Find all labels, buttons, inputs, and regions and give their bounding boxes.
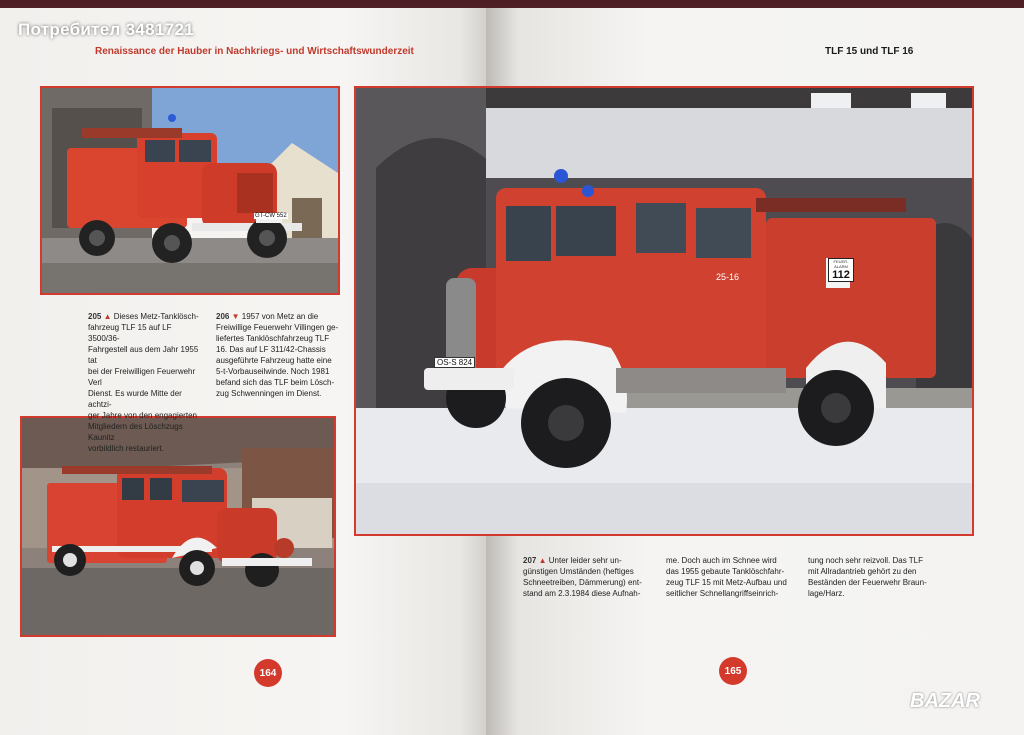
page-number-right: 165: [719, 657, 747, 685]
alarm-sign-number: 112: [832, 269, 850, 281]
caption-205-line: Mitgliedern des Löschzugs Kaunitz: [88, 422, 183, 442]
caption-207-line: me. Doch auch im Schnee wird: [666, 556, 777, 565]
caption-207-line: zeug TLF 15 mit Metz-Aufbau und: [666, 578, 787, 587]
caption-205-line: fahrzeug TLF 15 auf LF 3500/36-: [88, 323, 172, 343]
caption-206-line: befand sich das TLF beim Lösch-: [216, 378, 335, 387]
caption-207-line: stand am 2.3.1984 diese Aufnah-: [523, 589, 641, 598]
caption-206-line: ausgeführte Fahrzeug hatte eine: [216, 356, 332, 365]
plate-a: GT-CW 552: [255, 213, 287, 219]
caption-207-line: tung noch sehr reizvoll. Das TLF: [808, 556, 924, 565]
plate-c: OS-S 824: [434, 357, 475, 368]
caption-206-marker: ▼: [231, 312, 240, 321]
right-running-header: TLF 15 und TLF 16: [825, 46, 914, 57]
caption-205-line: vorbildlich restauriert.: [88, 444, 165, 453]
caption-207-col1: [523, 555, 658, 599]
door-number: 25-16: [716, 272, 740, 282]
caption-205-line: ger Jahre von den engagierten: [88, 411, 197, 420]
photo-207-truck-in-snow: [354, 86, 974, 536]
bazar-logo-text: BAZAR: [910, 690, 980, 712]
caption-206-line: 5-t-Vorbauseilwinde. Noch 1981: [216, 367, 330, 376]
caption-207-line: seitlicher Schnellangriffseinrich-: [666, 589, 779, 598]
caption-206: [216, 311, 341, 399]
caption-207-line: mit Allradantrieb gehört zu den: [808, 567, 917, 576]
caption-207-line: das 1955 gebaute Tanklöschfahr-: [666, 567, 785, 576]
caption-205-marker: ▲: [103, 312, 112, 321]
watermark-username: Потребител 3481721: [18, 20, 194, 39]
caption-205-line: Fahrgestell aus dem Jahr 1955 tat: [88, 345, 199, 365]
bazar-logo: [910, 690, 980, 713]
caption-206-line: liefertes Tanklöschfahrzeug TLF: [216, 334, 330, 343]
caption-207-line: Unter leider sehr un-: [548, 556, 622, 565]
caption-205-line: Dieses Metz-Tanklösch-: [113, 312, 199, 321]
caption-206-number: 206: [216, 312, 230, 321]
caption-205: [88, 311, 203, 454]
caption-207-line: günstigen Umständen (heftiges: [523, 567, 634, 576]
caption-206-line: Freiwillige Feuerwehr Villingen ge-: [216, 323, 339, 332]
alarm-sign: [828, 258, 854, 282]
caption-207-marker: ▲: [538, 556, 547, 565]
alarm-sign-top: FEUER-ALARM: [833, 259, 849, 269]
caption-207-number: 207: [523, 556, 537, 565]
caption-206-line: 1957 von Metz an die: [241, 312, 319, 321]
left-running-header: Renaissance der Hauber in Nachkriegs- und Wirtschaftswunderzeit: [95, 46, 414, 57]
caption-205-line: Dienst. Es wurde Mitte der achtzi-: [88, 389, 182, 409]
caption-207-line: Schneetreiben, Dämmerung) ent-: [523, 578, 642, 587]
caption-206-line: 16. Das auf LF 311/42-Chassis: [216, 345, 326, 354]
caption-207-col3: [808, 555, 943, 599]
photo-205-truck-courtyard: [40, 86, 340, 295]
caption-205-number: 205: [88, 312, 102, 321]
caption-207-col2: [666, 555, 801, 599]
caption-206-line: zug Schwenningen im Dienst.: [216, 389, 322, 398]
caption-207-line: Beständen der Feuerwehr Braun-: [808, 578, 927, 587]
caption-207-line: lage/Harz.: [808, 589, 845, 598]
page-number-left: 164: [254, 659, 282, 687]
caption-205-line: bei der Freiwilligen Feuerwehr Verl: [88, 367, 196, 387]
